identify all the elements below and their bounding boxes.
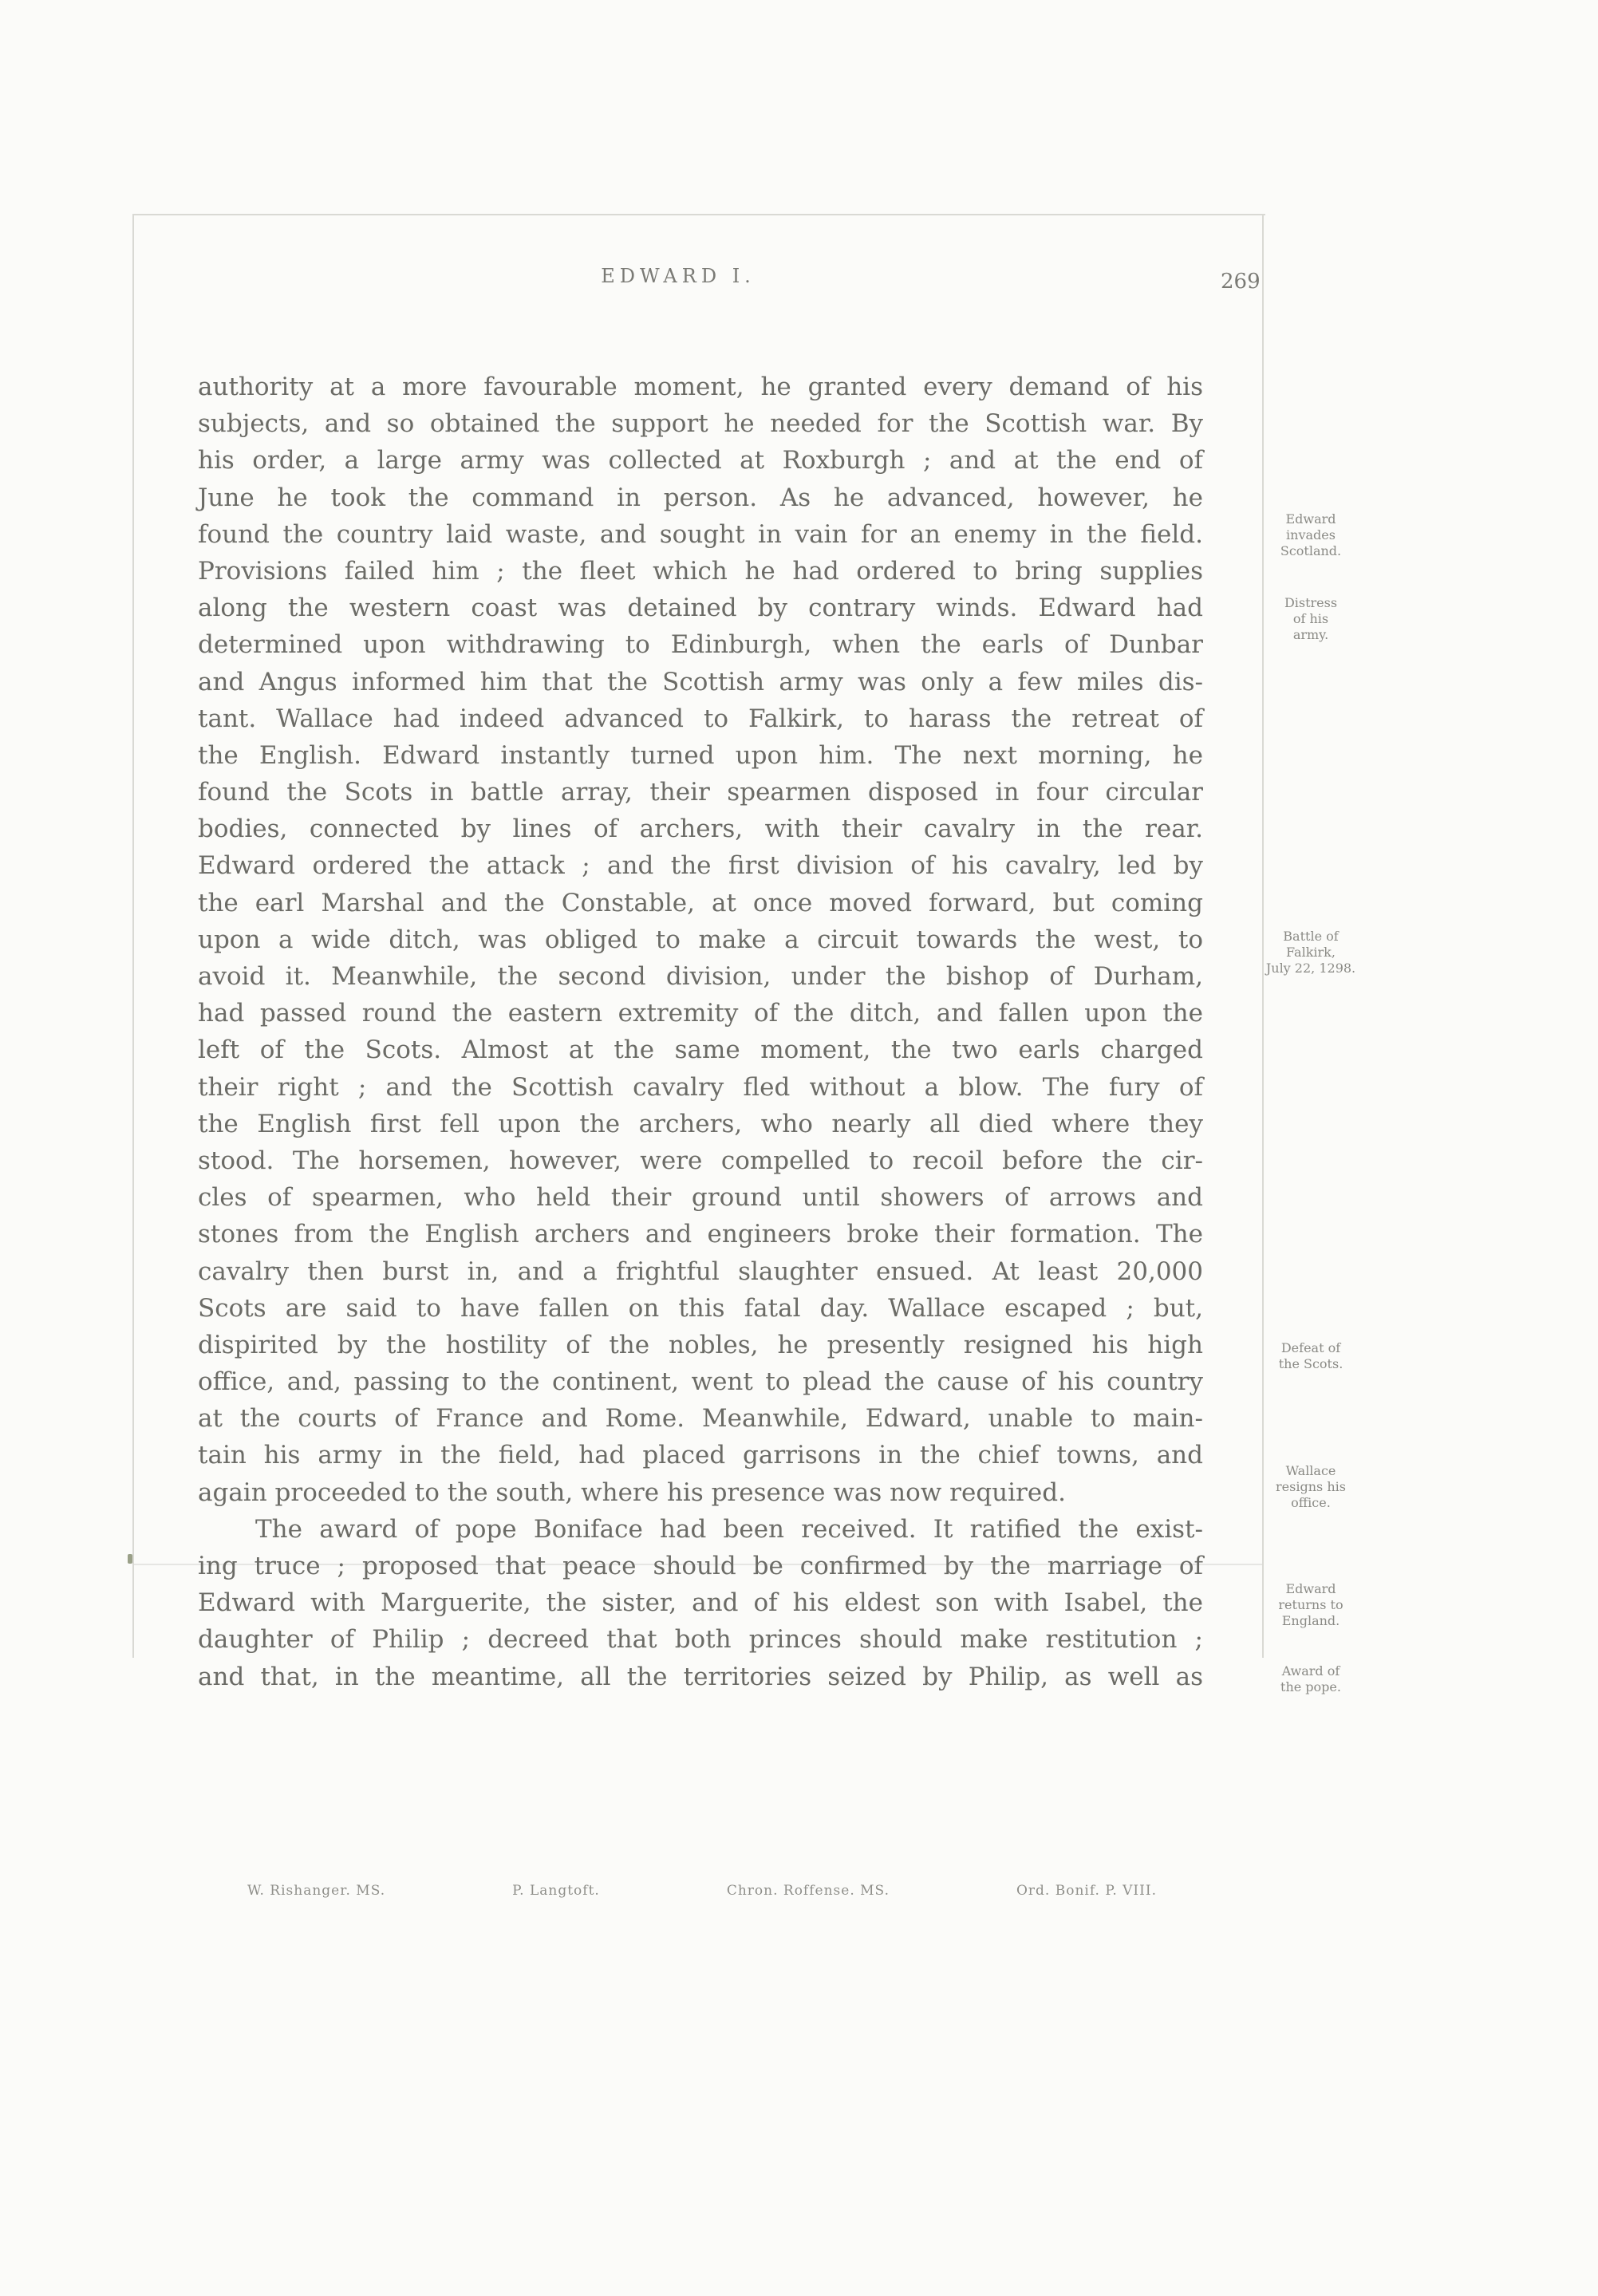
body-line: stones from the English archers and engineers broke their formation. The	[198, 1220, 1203, 1249]
marginal-note-line: Scotland.	[1280, 543, 1342, 558]
body-line: their right ; and the Scottish cavalry fled without a blow. The fury of	[198, 1072, 1203, 1102]
marginal-note-line: the pope.	[1280, 1679, 1341, 1694]
marginal-note	[1243, 1581, 1379, 1629]
marginal-note	[1243, 595, 1379, 643]
footnote-citation: P. Langtoft.	[512, 1883, 600, 1899]
body-line: had passed round the eastern extremity of the ditch, and fallen upon the	[198, 999, 1203, 1028]
marginal-note	[1243, 1463, 1379, 1511]
body-line: avoid it. Meanwhile, the second division, under the bishop of Durham,	[198, 962, 1203, 991]
body-line: and that, in the meantime, all the territories seized by Philip, as well as	[198, 1662, 1203, 1691]
ink-mark	[128, 1554, 132, 1564]
body-text	[198, 369, 1203, 1695]
marginal-note-line: Defeat of	[1280, 1340, 1341, 1355]
body-line: daughter of Philip ; decreed that both princes should make restitution ;	[198, 1625, 1203, 1655]
body-line: ing truce ; proposed that peace should be confirmed by the marriage of	[198, 1552, 1203, 1580]
body-line: bodies, connected by lines of archers, with their cavalry in the rear.	[198, 815, 1203, 844]
body-line: dispirited by the hostility of the nobles, he presently resigned his high	[198, 1330, 1203, 1359]
body-line: determined upon withdrawing to Edinburgh, when the earls of Dunbar	[198, 630, 1203, 660]
body-line: and Angus informed him that the Scottish army was only a few miles dis-	[198, 667, 1203, 696]
page-number: 269	[1221, 270, 1261, 294]
body-line: his order, a large army was collected at Roxburgh ; and at the end of	[198, 446, 1203, 475]
body-line: The award of pope Boniface had been received. It ratified the exist-	[255, 1514, 1203, 1544]
marginal-note	[1243, 929, 1379, 976]
body-line: at the courts of France and Rome. Meanwhile, Edward, unable to main-	[198, 1404, 1203, 1434]
marginal-note-line: resigns his	[1276, 1479, 1346, 1494]
marginal-note-line: Falkirk,	[1286, 945, 1336, 960]
frame-left-rule	[132, 214, 134, 1658]
body-line: Edward with Marguerite, the sister, and of his eldest son with Isabel, the	[198, 1588, 1203, 1618]
footnote-citations	[247, 1883, 1157, 1899]
running-head: EDWARD I.	[601, 265, 756, 287]
body-line: the English first fell upon the archers, who nearly all died where they	[198, 1109, 1203, 1138]
marginal-note	[1243, 511, 1379, 559]
body-line: cles of spearmen, who held their ground until showers of arrows and	[198, 1183, 1203, 1213]
marginal-note-line: the Scots.	[1278, 1356, 1344, 1371]
body-line: left of the Scots. Almost at the same moment, the two earls charged	[198, 1036, 1203, 1065]
footnote-citation: W. Rishanger. MS.	[247, 1883, 386, 1899]
marginal-note	[1243, 1663, 1379, 1695]
body-line: the earl Marshal and the Constable, at once moved forward, but coming	[198, 888, 1203, 917]
marginal-note-line: Wallace	[1285, 1463, 1336, 1478]
body-line: the English. Edward instantly turned upon him. The next morning, he	[198, 740, 1203, 770]
body-line: found the Scots in battle array, their spearmen disposed in four circular	[198, 778, 1203, 807]
body-line: again proceeded to the south, where his presence was now required.	[198, 1477, 1066, 1507]
body-line: upon a wide ditch, was obliged to make a circuit towards the west, to	[198, 925, 1203, 954]
body-line: tain his army in the field, had placed garrisons in the chief towns, and	[198, 1441, 1203, 1470]
footnote-citation: Chron. Roffense. MS.	[726, 1883, 890, 1899]
body-line: Scots are said to have fallen on this fatal day. Wallace escaped ; but,	[198, 1293, 1203, 1323]
marginal-note-line: Distress	[1284, 595, 1338, 610]
body-line: along the western coast was detained by contrary winds. Edward had	[198, 594, 1203, 623]
body-line: Edward ordered the attack ; and the first division of his cavalry, led by	[198, 851, 1203, 881]
marginal-note-line: army.	[1292, 627, 1329, 642]
marginal-note-line: Edward	[1285, 511, 1336, 527]
frame-top-rule	[132, 214, 1265, 215]
body-line: June he took the command in person. As he advanced, however, he	[198, 483, 1203, 512]
marginal-note-line: England.	[1281, 1613, 1340, 1628]
body-line: tant. Wallace had indeed advanced to Falkirk, to harass the retreat of	[198, 704, 1203, 733]
body-line: office, and, passing to the continent, went to plead the cause of his country	[198, 1367, 1203, 1397]
marginal-note-line: of his	[1292, 611, 1329, 626]
marginal-note-line: Award of	[1281, 1663, 1340, 1679]
marginal-note-line: office.	[1291, 1495, 1331, 1510]
marginal-note-line: Edward	[1285, 1581, 1336, 1596]
body-line: found the country laid waste, and sought in vain for an enemy in the field.	[198, 519, 1203, 549]
marginal-note	[1243, 1340, 1379, 1372]
body-line: Provisions failed him ; the fleet which he had ordered to bring supplies	[198, 556, 1203, 586]
body-line: authority at a more favourable moment, he granted every demand of his	[198, 373, 1203, 401]
body-line: stood. The horsemen, however, were compelled to recoil before the cir-	[198, 1146, 1203, 1175]
footnote-citation: Ord. Bonif. P. VIII.	[1016, 1883, 1157, 1899]
marginal-note-line: July 22, 1298.	[1265, 961, 1356, 976]
body-line: cavalry then burst in, and a frightful slaughter ensued. At least 20,000	[198, 1256, 1203, 1286]
body-line: subjects, and so obtained the support he needed for the Scottish war. By	[198, 409, 1203, 439]
marginal-note-line: invades	[1286, 527, 1336, 542]
marginal-note-line: Battle of	[1283, 929, 1339, 944]
marginal-note-line: returns to	[1278, 1597, 1344, 1612]
